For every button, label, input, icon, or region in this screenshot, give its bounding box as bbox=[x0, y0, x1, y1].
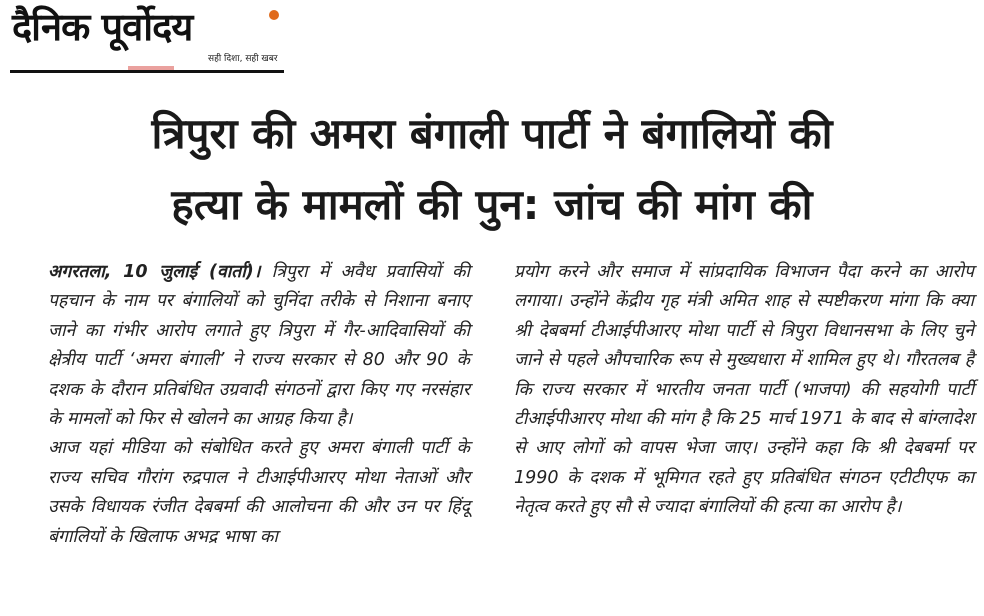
article-column-left bbox=[22, 258, 470, 552]
masthead-rule bbox=[10, 70, 284, 73]
article-paragraph-1 bbox=[22, 258, 470, 434]
article-paragraph-2: आज यहां मीडिया को संबोधित करते हुए अमरा बंगाली पार्टी के राज्य सचिव गौरांग रुद्रपाल ने टीआईपीआरए मोथा नेताओं और उसके विधायक रंजीत देबबर्मा की आलोचना की और उन पर हिंदू बंगालियों के खिलाफ अभद्र भाषा का bbox=[48, 438, 470, 547]
masthead bbox=[10, 4, 290, 70]
article-dateline: अगरतला, 10 जुलाई (वार्ता)। bbox=[48, 262, 261, 282]
newspaper-logo: दैनिक पूर्वोदय bbox=[12, 5, 193, 49]
article-headline bbox=[20, 98, 964, 240]
headline-line-2: हत्या के मामलों की पुन: जांच की मांग की bbox=[171, 180, 813, 229]
logo-dot-icon bbox=[269, 10, 279, 20]
article-paragraph-1-text: त्रिपुरा में अवैध प्रवासियों की पहचान के नाम पर बंगालियों को चुनिंदा तरीके से निशाना बनाए जाने का गंभीर आरोप लगाते हुए त्रिपुरा में गैर-आदिवासियों की क्षेत्रीय पार्टी ‘अमरा बंगाली’ ने राज्य सरकार से 80 और 90 के दशक के दौरान प्रतिबंधित उग्रवादी संगठनों द्वारा किए गए नरसंहार के मामलों को फिर से खोलने का आग्रह किया है। bbox=[48, 262, 470, 430]
newspaper-tagline: सही दिशा, सही खबर bbox=[208, 54, 278, 64]
article-paragraph-3: प्रयोग करने और समाज में सांप्रदायिक विभाजन पैदा करने का आरोप लगाया। उन्होंने केंद्रीय गृह मंत्री अमित शाह से स्पष्टीकरण मांगा कि क्या श्री देबबर्मा टीआईपीआरए मोथा पार्टी से त्रिपुरा विधानसभा के लिए चुने जाने से पहले औपचारिक रूप से मुख्यधारा में शामिल हुए थे। गौरतलब है कि राज्य सरकार में भारतीय जनता पार्टी (भाजपा) की सहयोगी पार्टी टीआईपीआरए मोथा की मांग है कि 25 मार्च 1971 के बाद से बांग्लादेश से आए लोगों को वापस भेजा जाए। उन्होंने कहा कि श्री देबबर्मा पर 1990 के दशक में भूमिगत रहते हुए प्रतिबंधित संगठन एटीटीएफ का नेतृत्व करते हुए सौ से ज्यादा बंगालियों की हत्या का आरोप है। bbox=[514, 262, 974, 518]
article-column-right bbox=[514, 258, 974, 523]
headline-line-1: त्रिपुरा की अमरा बंगाली पार्टी ने बंगालियों की bbox=[151, 109, 833, 158]
